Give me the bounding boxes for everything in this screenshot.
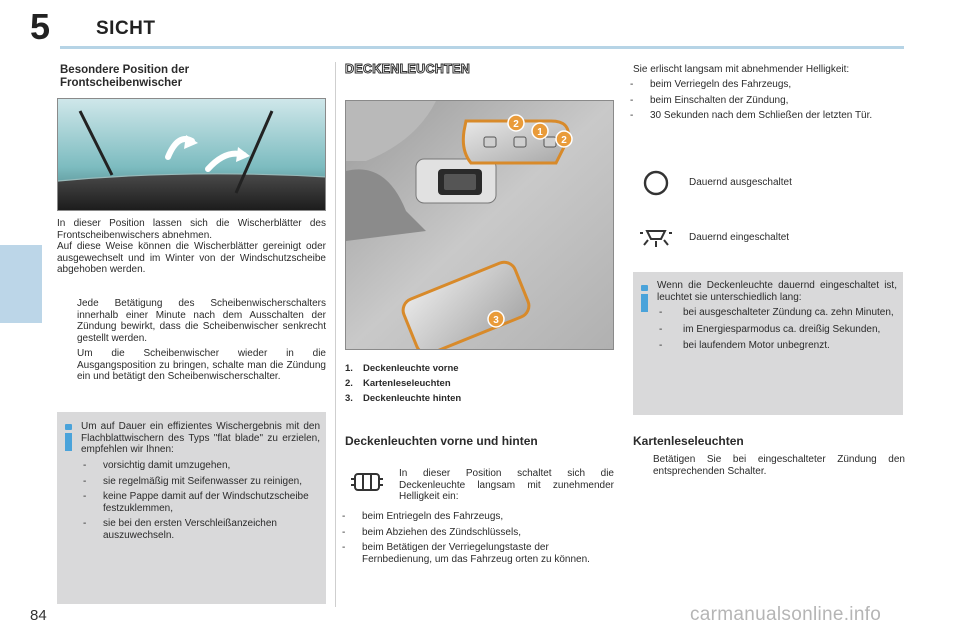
door-mode-item: - beim Abziehen des Zündschlüssels, <box>342 526 521 538</box>
map-lights-bullet-text: Betätigen Sie bei eingeschalteter Zündung den entsprechenden Schalter. <box>653 454 905 477</box>
lights-info-item: - im Energiesparmodus ca. dreißig Sekunden, <box>659 323 881 335</box>
door-mode-icon <box>345 466 389 498</box>
wiper-info-item: - keine Pappe damit auf der Windschutzscheibe festzuklemmen, <box>83 491 309 514</box>
wiper-bullet-2-text: Um die Scheibenwischer wieder in die Ausgangsposition zu bringen, schalte man die Zündung ein und betätigt den Scheibenwischerschalter. <box>77 348 326 382</box>
lights-info-box <box>633 272 903 415</box>
wiper-heading-line2: Frontscheibenwischer <box>60 77 183 89</box>
door-mode-item: - beim Betätigen der Verriegelungstaste der Fernbedienung, um das Fahrzeug orten zu können. <box>342 542 590 565</box>
on-mode-icon <box>636 222 676 252</box>
dimming-item: - 30 Sekunden nach dem Schließen der letzten Tür. <box>630 110 873 121</box>
wiper-info-item: - sie bei den ersten Verschleißanzeichen auszuwechseln. <box>83 518 277 541</box>
map-lights-heading: Kartenleseleuchten <box>633 434 744 448</box>
chapter-number: 5 <box>30 6 51 47</box>
lights-info-item: - bei laufendem Motor unbegrenzt. <box>659 340 830 351</box>
wiper-bullets <box>57 298 326 383</box>
chapter-side-tab <box>0 245 42 323</box>
wiper-info-box <box>57 412 326 604</box>
ceiling-lights-title: DECKENLEUCHTEN <box>345 62 471 76</box>
door-mode-list <box>340 511 616 565</box>
off-mode-label: Dauernd ausgeschaltet <box>689 177 792 188</box>
wiper-info-intro: Um auf Dauer ein effizientes Wischergebnis mit den Flachblattwischern des Typs "flat blade" zu erzielen, empfehlen wir Ihnen: <box>81 421 320 455</box>
map-lights-bullet <box>633 454 905 477</box>
ceiling-lights-photo <box>345 100 614 350</box>
lights-info-list <box>657 307 897 352</box>
legend-item: 1. Deckenleuchte vorne <box>345 363 459 374</box>
callout-2b: 2 <box>561 135 567 146</box>
page-number: 84 <box>30 607 47 624</box>
door-mode-item: - beim Entriegeln des Fahrzeugs, <box>342 511 504 522</box>
info-icon <box>65 433 72 451</box>
wiper-info-item: - sie regelmäßig mit Seifenwasser zu reinigen, <box>83 475 302 487</box>
wiper-bullet-2 <box>57 348 326 383</box>
dimming-item: - beim Einschalten der Zündung, <box>630 94 789 106</box>
lights-info-item: - bei ausgeschalteter Zündung ca. zehn Minuten, <box>659 307 894 318</box>
door-mode-text: In dieser Position schaltet sich die Deckenleuchte langsam mit zunehmender Helligkeit ein: <box>399 468 614 502</box>
chapter-title: SICHT <box>96 18 156 39</box>
off-mode-icon <box>636 166 676 200</box>
callout-2a: 2 <box>513 119 519 130</box>
wiper-bullet-1 <box>57 298 326 344</box>
ceiling-lights-legend <box>345 361 614 406</box>
lights-info-intro: Wenn die Deckenleuchte dauernd eingeschaltet ist, leuchtet sie unterschiedlich lang: <box>657 280 897 303</box>
on-mode-label: Dauernd eingeschaltet <box>689 232 790 243</box>
wiper-heading-line1: Besondere Position der <box>60 64 190 76</box>
callout-1: 1 <box>537 127 543 138</box>
wiper-bullet-1-text: Jede Betätigung des Scheibenwischerschalters innerhalb einer Minute nach dem Ausschalten der Zündung bewirkt, dass die Scheibenwischer senkrecht gestellt werden. <box>77 298 326 344</box>
wiper-info-item: - vorsichtig damit umzugehen, <box>83 460 231 471</box>
dimming-list <box>628 79 904 122</box>
wiper-para2: Auf diese Weise können die Wischerblätter gereinigt oder ausgewechselt und im Winter von der Windschutzscheibe abgehoben werden. <box>57 241 326 275</box>
wiper-heading <box>60 64 320 90</box>
legend-item: 3. Deckenleuchte hinten <box>345 393 462 404</box>
header-rule <box>60 46 904 49</box>
front-rear-lights-heading: Deckenleuchten vorne und hinten <box>345 434 538 448</box>
dimming-intro: Sie erlischt langsam mit abnehmender Helligkeit: <box>633 64 850 75</box>
wiper-photo <box>57 98 326 211</box>
info-icon <box>641 294 648 312</box>
callout-3: 3 <box>493 315 499 326</box>
wiper-para1: In dieser Position lassen sich die Wischerblätter des Frontscheibenwischers abnehmen. <box>57 218 326 241</box>
wiper-info-list <box>81 460 320 541</box>
column-divider <box>335 62 336 607</box>
legend-item: 2. Kartenleseleuchten <box>345 378 451 389</box>
watermark: carmanualsonline.info <box>690 604 882 625</box>
dimming-item: - beim Verriegeln des Fahrzeugs, <box>630 79 792 90</box>
